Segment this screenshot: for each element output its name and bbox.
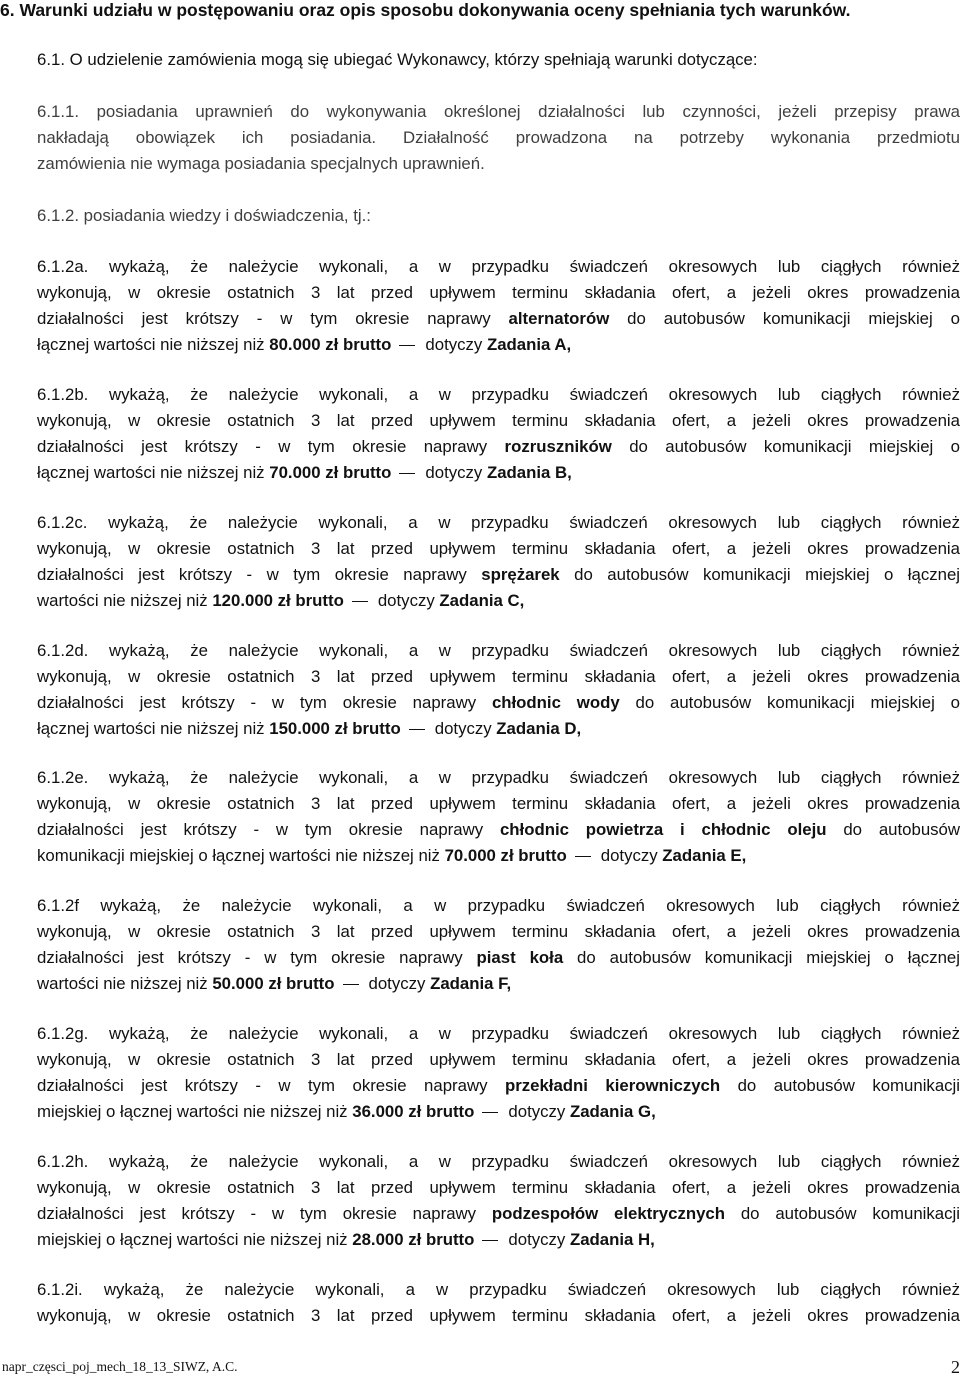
item-d-line-1: 6.1.2d. wykażą, że należycie wykonali, a w przypadku świadczeń okresowych lub ciągłych również xyxy=(37,641,960,660)
item-f-line-4: wartości nie niższej niż 50.000 zł brutto dotyczy Zadania F, xyxy=(37,974,512,993)
item-i-line-1: 6.1.2i. wykażą, że należycie wykonali, a w przypadku świadczeń okresowych lub ciągłych również xyxy=(37,1280,960,1299)
item-g-line-1: 6.1.2g. wykażą, że należycie wykonali, a w przypadku świadczeń okresowych lub ciągłych również xyxy=(37,1024,960,1043)
item-g-repair: przekładni kierowniczych xyxy=(504,1076,721,1095)
item-d-amount: 150.000 zł brutto xyxy=(269,719,401,738)
item-a-zadanie: Zadania A, xyxy=(486,335,572,354)
dash xyxy=(409,729,425,730)
item-e-line-3: działalności jest krótszy - w tym okresie naprawy chłodnic powietrza i chłodnic oleju do autobusów xyxy=(37,820,960,839)
item-h-amount: 28.000 zł brutto xyxy=(352,1230,475,1249)
item-d-zadanie: Zadania D, xyxy=(496,719,582,738)
item-c-line-2: wykonują, w okresie ostatnich 3 lat przed upływem terminu składania ofert, a jeżeli okres prowadzenia xyxy=(37,539,960,558)
item-a-line-1: 6.1.2a. wykażą, że należycie wykonali, a w przypadku świadczeń okresowych lub ciągłych również xyxy=(37,257,960,276)
section-heading: 6. Warunki udziału w postępowaniu oraz opis sposobu dokonywania oceny spełniania tych warunków. xyxy=(0,0,851,20)
item-c-repair: sprężarek xyxy=(481,565,560,584)
s611-line-3: zamówienia nie wymaga posiadania specjalnych uprawnień. xyxy=(37,154,485,173)
s612-line: 6.1.2. posiadania wiedzy i doświadczenia, tj.: xyxy=(37,206,371,225)
item-b-line-4: łącznej wartości nie niższej niż 70.000 zł brutto dotyczy Zadania B, xyxy=(37,463,572,482)
item-b-repair: rozruszników xyxy=(504,437,612,456)
item-c-amount: 120.000 zł brutto xyxy=(212,591,344,610)
item-g-amount: 36.000 zł brutto xyxy=(352,1102,475,1121)
item-e-line-4: komunikacji miejskiej o łącznej wartości nie niższej niż 70.000 zł brutto dotyczy Zadania E, xyxy=(37,846,747,865)
page-number: 2 xyxy=(951,1357,960,1377)
dash xyxy=(482,1112,498,1113)
s611-line-1: 6.1.1. posiadania uprawnień do wykonywania określonej działalności lub czynności, jeżeli przepisy prawa xyxy=(37,102,960,121)
item-g-line-2: wykonują, w okresie ostatnich 3 lat przed upływem terminu składania ofert, a jeżeli okres prowadzenia xyxy=(37,1050,960,1069)
item-h-repair: podzespołów elektrycznych xyxy=(491,1204,725,1223)
item-g-line-4: miejskiej o łącznej wartości nie niższej niż 36.000 zł brutto dotyczy Zadania G, xyxy=(37,1102,656,1121)
dash xyxy=(399,473,415,474)
item-b-zadanie: Zadania B, xyxy=(486,463,572,482)
item-d-line-3: działalności jest krótszy - w tym okresie naprawy chłodnic wody do autobusów komunikacji miejskiej o xyxy=(37,693,960,712)
dash xyxy=(343,984,359,985)
item-h-line-1: 6.1.2h. wykażą, że należycie wykonali, a w przypadku świadczeń okresowych lub ciągłych również xyxy=(37,1152,960,1171)
item-b-line-1: 6.1.2b. wykażą, że należycie wykonali, a w przypadku świadczeń okresowych lub ciągłych również xyxy=(37,385,960,404)
s611-line-2: nakładają obowiązek ich posiadania. Działalność prowadzona na potrzeby wykonania przedmiotu xyxy=(37,128,960,147)
dash xyxy=(575,856,591,857)
s611-underlined-text: nakładają obowiązek ich posiadania. xyxy=(37,128,377,147)
item-h-line-4: miejskiej o łącznej wartości nie niższej niż 28.000 zł brutto dotyczy Zadania H, xyxy=(37,1230,655,1249)
item-h-line-2: wykonują, w okresie ostatnich 3 lat przed upływem terminu składania ofert, a jeżeli okres prowadzenia xyxy=(37,1178,960,1197)
item-e-amount: 70.000 zł brutto xyxy=(444,846,567,865)
item-a-line-2: wykonują, w okresie ostatnich 3 lat przed upływem terminu składania ofert, a jeżeli okres prowadzenia xyxy=(37,283,960,302)
item-a-amount: 80.000 zł brutto xyxy=(269,335,392,354)
item-a-line-4: łącznej wartości nie niższej niż 80.000 zł brutto dotyczy Zadania A, xyxy=(37,335,572,354)
item-c-zadanie: Zadania C, xyxy=(439,591,525,610)
item-g-line-3: działalności jest krótszy - w tym okresie naprawy przekładni kierowniczych do autobusów komunikacji xyxy=(37,1076,960,1095)
item-f-line-2: wykonują, w okresie ostatnich 3 lat przed upływem terminu składania ofert, a jeżeli okres prowadzenia xyxy=(37,922,960,941)
item-d-line-2: wykonują, w okresie ostatnich 3 lat przed upływem terminu składania ofert, a jeżeli okres prowadzenia xyxy=(37,667,960,686)
dash xyxy=(482,1240,498,1241)
item-f-line-1: 6.1.2f wykażą, że należycie wykonali, a w przypadku świadczeń okresowych lub ciągłych również xyxy=(37,896,960,915)
item-e-zadanie: Zadania E, xyxy=(662,846,747,865)
item-h-line-3: działalności jest krótszy - w tym okresie naprawy podzespołów elektrycznych do autobusów komunikacji xyxy=(37,1204,960,1223)
item-c-line-3: działalności jest krótszy - w tym okresie naprawy sprężarek do autobusów komunikacji miejskiej o łącznej xyxy=(37,565,960,584)
item-e-repair: chłodnic powietrza i chłodnic oleju xyxy=(499,820,827,839)
item-a-repair: alternatorów xyxy=(508,309,610,328)
dash xyxy=(352,601,368,602)
item-d-line-4: łącznej wartości nie niższej niż 150.000 zł brutto dotyczy Zadania D, xyxy=(37,719,582,738)
item-g-zadanie: Zadania G, xyxy=(569,1102,656,1121)
item-b-line-3: działalności jest krótszy - w tym okresie naprawy rozruszników do autobusów komunikacji miejskiej o xyxy=(37,437,960,456)
item-d-repair: chłodnic wody xyxy=(491,693,620,712)
item-e-line-2: wykonują, w okresie ostatnich 3 lat przed upływem terminu składania ofert, a jeżeli okres prowadzenia xyxy=(37,794,960,813)
dash xyxy=(399,345,415,346)
item-i-line-2: wykonują, w okresie ostatnich 3 lat przed upływem terminu składania ofert, a jeżeli okres prowadzenia xyxy=(37,1306,960,1325)
item-b-amount: 70.000 zł brutto xyxy=(269,463,392,482)
item-f-zadanie: Zadania F, xyxy=(430,974,512,993)
item-b-line-2: wykonują, w okresie ostatnich 3 lat przed upływem terminu składania ofert, a jeżeli okres prowadzenia xyxy=(37,411,960,430)
item-f-amount: 50.000 zł brutto xyxy=(212,974,335,993)
item-h-zadanie: Zadania H, xyxy=(569,1230,655,1249)
item-c-line-4: wartości nie niższej niż 120.000 zł brutto dotyczy Zadania C, xyxy=(37,591,525,610)
footer-filename: napr_częsci_poj_mech_18_13_SIWZ, A.C. xyxy=(2,1359,238,1374)
intro-line: 6.1. O udzielenie zamówienia mogą się ubiegać Wykonawcy, którzy spełniają warunki dotyczące: xyxy=(37,50,758,69)
item-e-line-1: 6.1.2e. wykażą, że należycie wykonali, a w przypadku świadczeń okresowych lub ciągłych również xyxy=(37,768,960,787)
item-a-line-3: działalności jest krótszy - w tym okresie naprawy alternatorów do autobusów komunikacji miejskiej o xyxy=(37,309,960,328)
item-c-line-1: 6.1.2c. wykażą, że należycie wykonali, a w przypadku świadczeń okresowych lub ciągłych również xyxy=(37,513,960,532)
item-f-repair: piast koła xyxy=(476,948,564,967)
item-f-line-3: działalności jest krótszy - w tym okresie naprawy piast koła do autobusów komunikacji miejskiej o łącznej xyxy=(37,948,960,967)
